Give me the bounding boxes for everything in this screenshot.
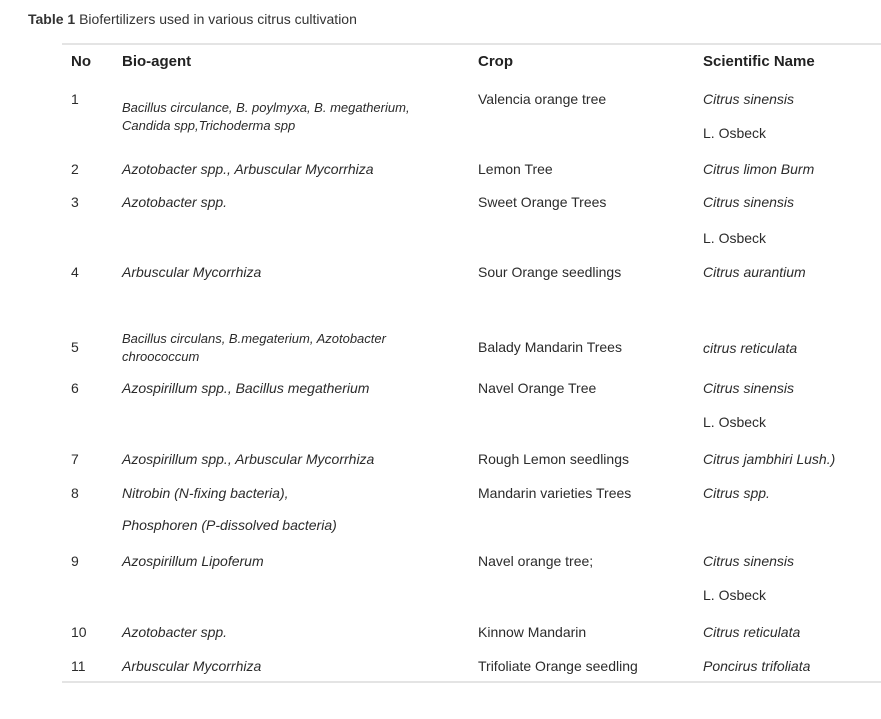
row-1-bio-line-1: Bacillus circulance, B. poylmyxa, B. megatherium, <box>122 100 410 115</box>
row-7-sci: Citrus jambhiri Lush.) <box>703 451 836 467</box>
row-9-crop: Navel orange tree; <box>478 553 594 569</box>
row-11-bio: Arbuscular Mycorrhiza <box>122 658 262 674</box>
row-6-no: 6 <box>71 380 79 396</box>
row-2-crop: Lemon Tree <box>478 161 553 177</box>
header-bio-agent: Bio-agent <box>122 53 192 70</box>
row-8-bio-line-1: Nitrobin (N-fixing bacteria), <box>122 485 289 501</box>
row-11-crop: Trifoliate Orange seedling <box>478 658 638 674</box>
header-no: No <box>71 53 91 70</box>
row-5-crop: Balady Mandarin Trees <box>478 339 622 355</box>
row-10-bio: Azotobacter spp. <box>122 624 228 640</box>
row-9-no: 9 <box>71 553 79 569</box>
row-11-sci: Poncirus trifoliata <box>703 658 811 674</box>
row-1-bio-line-2: Candida spp,Trichoderma spp <box>122 118 296 133</box>
table-caption <box>28 11 357 27</box>
row-3-sci-line-2: L. Osbeck <box>703 230 767 246</box>
row-4-sci: Citrus aurantium <box>703 264 806 280</box>
row-3-sci-line-1: Citrus sinensis <box>703 194 795 210</box>
row-2-no: 2 <box>71 161 79 177</box>
row-9-bio: Azospirillum Lipoferum <box>122 553 264 569</box>
row-5-bio-line-1: Bacillus circulans, B.megaterium, Azotobacter <box>122 331 386 346</box>
header-crop: Crop <box>478 53 513 70</box>
table-caption-text: Biofertilizers used in various citrus cultivation <box>79 11 357 27</box>
row-3-no: 3 <box>71 194 79 210</box>
row-8-sci: Citrus spp. <box>703 485 770 501</box>
row-2-bio: Azotobacter spp., Arbuscular Mycorrhiza <box>122 161 374 177</box>
row-3-bio: Azotobacter spp. <box>122 194 228 210</box>
row-9-sci-line-1: Citrus sinensis <box>703 553 795 569</box>
row-5-bio-line-2: chroococcum <box>122 349 200 364</box>
row-10-no: 10 <box>71 624 87 640</box>
row-1-no: 1 <box>71 91 79 107</box>
row-6-sci-line-2: L. Osbeck <box>703 414 767 430</box>
row-4-crop: Sour Orange seedlings <box>478 264 622 280</box>
table-bottom-rule <box>62 681 881 683</box>
row-5-no: 5 <box>71 339 79 355</box>
row-8-crop: Mandarin varieties Trees <box>478 485 632 501</box>
table-caption-label: Table 1 <box>28 11 76 27</box>
row-10-sci: Citrus reticulata <box>703 624 801 640</box>
row-3-crop: Sweet Orange Trees <box>478 194 607 210</box>
row-4-no: 4 <box>71 264 79 280</box>
row-6-sci-line-1: Citrus sinensis <box>703 380 795 396</box>
row-9-sci-line-2: L. Osbeck <box>703 587 767 603</box>
row-1-sci-line-2: L. Osbeck <box>703 125 767 141</box>
row-4-bio: Arbuscular Mycorrhiza <box>122 264 262 280</box>
row-1-crop: Valencia orange tree <box>478 91 607 107</box>
row-7-no: 7 <box>71 451 79 467</box>
row-6-crop: Navel Orange Tree <box>478 380 597 396</box>
row-1-sci-line-1: Citrus sinensis <box>703 91 795 107</box>
row-10-crop: Kinnow Mandarin <box>478 624 587 640</box>
row-8-bio-line-2: Phosphoren (P-dissolved bacteria) <box>122 517 337 533</box>
row-6-bio: Azospirillum spp., Bacillus megatherium <box>122 380 370 396</box>
row-8-no: 8 <box>71 485 79 501</box>
row-5-sci: citrus reticulata <box>703 340 798 356</box>
row-7-crop: Rough Lemon seedlings <box>478 451 629 467</box>
table-top-rule <box>62 43 881 45</box>
row-7-bio: Azospirillum spp., Arbuscular Mycorrhiza <box>122 451 375 467</box>
header-scientific-name: Scientific Name <box>703 53 815 70</box>
row-11-no: 11 <box>71 658 86 674</box>
row-2-sci: Citrus limon Burm <box>703 161 815 177</box>
